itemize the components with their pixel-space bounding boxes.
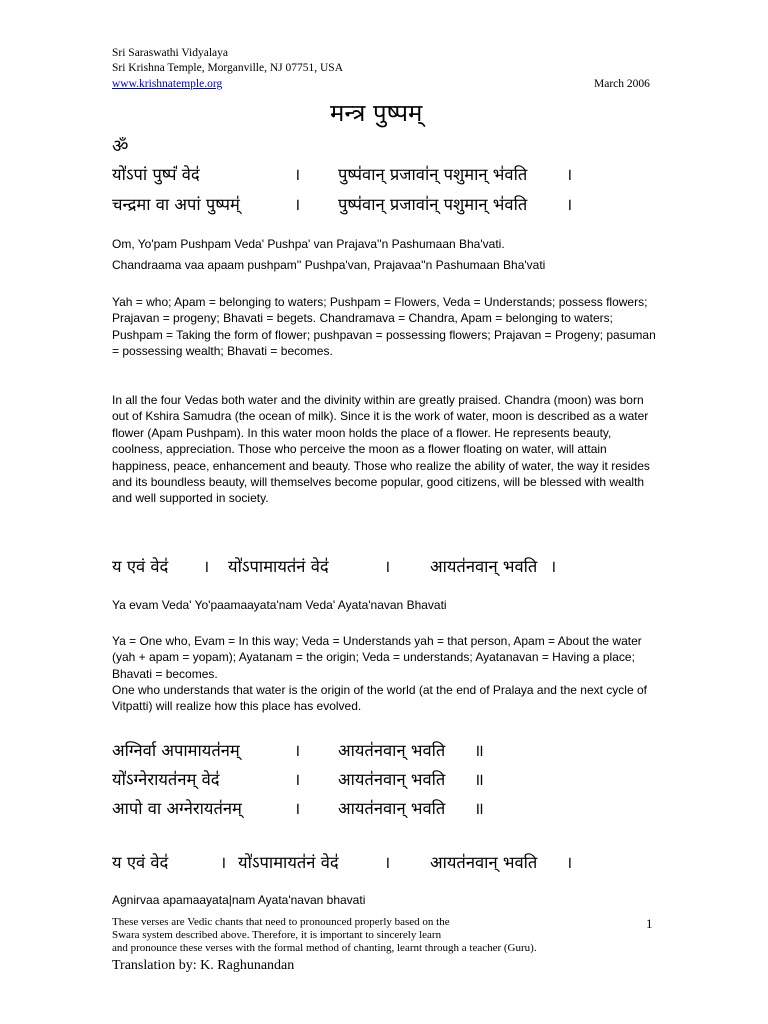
verse2-part-c: आयत॑नवान् भवति	[430, 557, 538, 576]
verse3-line1-sep: ।	[294, 741, 301, 760]
om-symbol: ॐ	[112, 136, 129, 157]
page-title: मन्त्र पुष्पम्	[330, 99, 423, 127]
header-date: March 2006	[594, 78, 650, 90]
verse3-line3-sep: ।	[294, 799, 301, 818]
verse3-line1-right: आयत॑नवान् भवति	[338, 741, 446, 760]
verse1-line1-left: यो॑ऽपां पुष्पं॑ वेद॑	[112, 165, 200, 184]
verse3-line3-left: आपो वा अग्नेरायत॑नम्	[112, 799, 242, 818]
translation-credit: Translation by: K. Raghunandan	[112, 958, 295, 973]
verse3-line2-right: आयत॑नवान् भवति	[338, 770, 446, 789]
meaning-paragraph-2b: One who understands that water is the origin of the world (at the end of Pralaya and the next cycle of Vitpatti) will realize how this place has evolved.	[112, 683, 647, 714]
meaning-paragraph-2: Ya = One who, Evam = In this way; Veda = Understands yah = that person, Apam = About the water (yah + apam = yopam); Ayatanam = the origin; Veda = understands; Ayatanavan = Having a place; Bhavati = becomes.	[112, 634, 642, 681]
verse2-sep2: ।	[384, 557, 391, 576]
verse3-line2-left: यो॑ऽग्नेरायत॑नम् वेद॑	[112, 770, 220, 789]
verse3-line1-left: अग्निर्वा अपामायत॑नम्	[112, 741, 240, 760]
footnote-line: Swara system described above. Therefore, it is important to sincerely learn	[112, 929, 442, 941]
verse3-line2-end: ॥	[474, 770, 484, 789]
transliteration-line: Chandraama vaa apaam pushpam'' Pushpa'van, Prajavaa''n Pashumaan Bha'vati	[112, 258, 546, 272]
verse1-line1-sep: ।	[294, 165, 301, 184]
transliteration-line: Om, Yo'pam Pushpam Veda' Pushpa' van Prajava''n Pashumaan Bha'vati.	[112, 237, 505, 251]
verse4-sep1: ।	[220, 853, 227, 872]
verse1-line1-end: ।	[566, 165, 573, 184]
verse1-line2-left: चन्द्रमा वा अपां पुष्पम्॑	[112, 195, 240, 214]
verse2-end: ।	[550, 557, 557, 576]
verse1-line1-right: पुष्प॑वान् प्रजावा॑न् पशुमान् भ॑वति	[338, 165, 528, 184]
verse2-sep1: ।	[203, 557, 210, 576]
verse4-part-b: यो॑ऽपामायत॑नं वेद॑	[238, 853, 339, 872]
transliteration-line-2: Ya evam Veda' Yo'paamaayata'nam Veda' Ayata'navan Bhavati	[112, 598, 447, 612]
verse4-end: ।	[566, 853, 573, 872]
verse4-part-c: आयत॑नवान् भवति	[430, 853, 538, 872]
footnote-line: These verses are Vedic chants that need to pronounced properly based on the	[112, 916, 450, 928]
verse2-part-a: य एवं वेद॑	[112, 557, 169, 576]
verse1-line2-end: ।	[566, 195, 573, 214]
page-number: 1	[646, 916, 653, 931]
transliteration-line-3: Agnirvaa apamaayata|nam Ayata'navan bhavati	[112, 893, 366, 907]
verse2-part-b: यो॑ऽपामायत॑नं वेद॑	[228, 557, 329, 576]
header-url-link[interactable]: www.krishnatemple.org	[112, 78, 223, 90]
verse3-line2-sep: ।	[294, 770, 301, 789]
footnote-line: and pronounce these verses with the formal method of chanting, learnt through a teacher (Guru).	[112, 942, 537, 954]
verse1-line2-right: पुष्प॑वान् प्रजावा॑न् पशुमान् भ॑वति	[338, 195, 528, 214]
verse1-line2-sep: ।	[294, 195, 301, 214]
verse3-line3-right: आयत॑नवान् भवति	[338, 799, 446, 818]
header-org: Sri Saraswathi Vidyalaya	[112, 47, 228, 59]
verse4-sep2: ।	[384, 853, 391, 872]
verse4-part-a: य एवं वेद॑	[112, 853, 169, 872]
header-address: Sri Krishna Temple, Morganville, NJ 07751, USA	[112, 62, 343, 74]
verse3-line1-end: ॥	[474, 741, 484, 760]
meaning-paragraph-1: Yah = who; Apam = belonging to waters; Pushpam = Flowers, Veda = Understands; possess flowers; Prajavan = progeny; Bhavati = begets. Chandramava = Chandra, Apam = belonging to waters; Pushpam = Taking the form of flower; pushpavan = possessing flowers; Prajavan = Progeny; pasuman = possessing wealth; Bhavati = becomes.	[112, 295, 656, 359]
explanation-paragraph: In all the four Vedas both water and the divinity within are greatly praised. Chandra (moon) was born out of Kshira Samudra (the ocean of milk). Since it is the work of water, moon is described as a water flower (Apam Pushpam). In this water moon holds the place of a flower. He represents beauty, coolness, appreciation. Those who perceive the moon as a flower floating on water, will attain happiness, peace, enhancement and beauty. Those who realize the ability of water, the way it resides and its boundless beauty, will themselves become popular, good citizens, will be blessed with wealth and well supported in society.	[112, 393, 650, 506]
verse3-line3-end: ॥	[474, 799, 484, 818]
